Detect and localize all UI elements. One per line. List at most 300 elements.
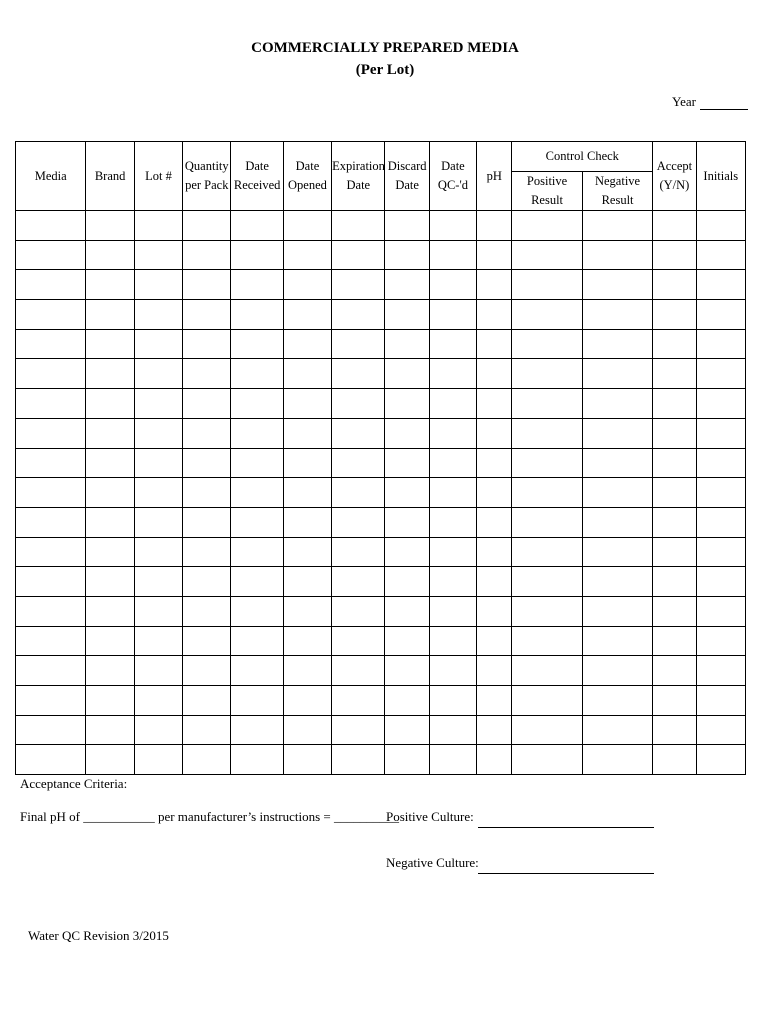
table-cell[interactable] <box>134 596 182 626</box>
table-cell[interactable] <box>16 745 86 775</box>
table-cell[interactable] <box>86 389 134 419</box>
table-cell[interactable] <box>134 478 182 508</box>
table-cell[interactable] <box>134 507 182 537</box>
table-cell[interactable] <box>283 537 331 567</box>
table-cell[interactable] <box>231 240 283 270</box>
table-cell[interactable] <box>16 686 86 716</box>
table-cell[interactable] <box>582 448 652 478</box>
table-cell[interactable] <box>385 537 429 567</box>
table-row <box>16 300 746 330</box>
table-cell[interactable] <box>332 359 385 389</box>
col-header-negative-result: Negative Result <box>582 172 652 211</box>
table-cell[interactable] <box>134 745 182 775</box>
page-subtitle: (Per Lot) <box>355 62 415 78</box>
table-cell[interactable] <box>582 656 652 686</box>
year-blank-line[interactable] <box>700 97 748 110</box>
table-cell[interactable] <box>134 537 182 567</box>
table-cell[interactable] <box>332 596 385 626</box>
col-header-date-opened: Date Opened <box>283 142 331 211</box>
table-cell[interactable] <box>231 596 283 626</box>
table-cell[interactable] <box>332 686 385 716</box>
table-cell[interactable] <box>283 389 331 419</box>
table-cell[interactable] <box>86 715 134 745</box>
table-cell[interactable] <box>429 686 476 716</box>
table-cell[interactable] <box>283 300 331 330</box>
table-cell[interactable] <box>653 596 696 626</box>
table-cell[interactable] <box>134 300 182 330</box>
table-cell[interactable] <box>283 211 331 241</box>
table-cell[interactable] <box>183 478 231 508</box>
table-cell[interactable] <box>385 567 429 597</box>
table-cell[interactable] <box>231 537 283 567</box>
table-cell[interactable] <box>653 567 696 597</box>
table-cell[interactable] <box>696 537 745 567</box>
table-cell[interactable] <box>385 448 429 478</box>
table-cell[interactable] <box>283 626 331 656</box>
table-cell[interactable] <box>696 686 745 716</box>
table-cell[interactable] <box>134 211 182 241</box>
table-cell[interactable] <box>134 359 182 389</box>
table-cell[interactable] <box>86 240 134 270</box>
table-cell[interactable] <box>283 270 331 300</box>
table-cell[interactable] <box>385 270 429 300</box>
table-cell[interactable] <box>332 329 385 359</box>
media-log-table <box>15 141 746 775</box>
table-cell[interactable] <box>582 478 652 508</box>
table-cell[interactable] <box>16 448 86 478</box>
table-cell[interactable] <box>696 359 745 389</box>
table-cell[interactable] <box>332 300 385 330</box>
table-cell[interactable] <box>429 656 476 686</box>
table-cell[interactable] <box>512 626 582 656</box>
col-header-quantity: Quantity per Pack <box>183 142 231 211</box>
table-cell[interactable] <box>582 537 652 567</box>
table-cell[interactable] <box>86 329 134 359</box>
positive-culture-blank[interactable] <box>478 826 654 828</box>
col-header-lot: Lot # <box>134 142 182 211</box>
col-header-discard: Discard Date <box>385 142 429 211</box>
table-row <box>16 448 746 478</box>
table-cell[interactable] <box>283 715 331 745</box>
table-cell[interactable] <box>696 448 745 478</box>
table-cell[interactable] <box>332 745 385 775</box>
table-cell[interactable] <box>332 389 385 419</box>
table-cell[interactable] <box>582 270 652 300</box>
table-cell[interactable] <box>429 270 476 300</box>
table-cell[interactable] <box>696 715 745 745</box>
table-cell[interactable] <box>582 300 652 330</box>
table-cell[interactable] <box>696 418 745 448</box>
table-cell[interactable] <box>696 329 745 359</box>
table-cell[interactable] <box>134 389 182 419</box>
table-cell[interactable] <box>653 686 696 716</box>
table-row <box>16 211 746 241</box>
table-cell[interactable] <box>134 448 182 478</box>
table-cell[interactable] <box>283 240 331 270</box>
table-cell[interactable] <box>183 329 231 359</box>
table-cell[interactable] <box>183 596 231 626</box>
table-cell[interactable] <box>653 211 696 241</box>
table-cell[interactable] <box>183 359 231 389</box>
table-cell[interactable] <box>86 359 134 389</box>
table-cell[interactable] <box>512 211 582 241</box>
table-cell[interactable] <box>385 656 429 686</box>
table-cell[interactable] <box>231 418 283 448</box>
table-cell[interactable] <box>429 448 476 478</box>
table-cell[interactable] <box>86 626 134 656</box>
table-cell[interactable] <box>477 300 512 330</box>
table-cell[interactable] <box>231 656 283 686</box>
table-cell[interactable] <box>582 389 652 419</box>
table-cell[interactable] <box>183 745 231 775</box>
table-cell[interactable] <box>477 329 512 359</box>
table-row <box>16 507 746 537</box>
table-cell[interactable] <box>696 507 745 537</box>
table-cell[interactable] <box>283 418 331 448</box>
table-cell[interactable] <box>512 596 582 626</box>
table-cell[interactable] <box>86 300 134 330</box>
table-cell[interactable] <box>582 686 652 716</box>
table-cell[interactable] <box>16 418 86 448</box>
table-cell[interactable] <box>231 567 283 597</box>
table-cell[interactable] <box>512 656 582 686</box>
table-cell[interactable] <box>332 656 385 686</box>
year-label: Year <box>672 94 696 109</box>
table-cell[interactable] <box>183 715 231 745</box>
table-cell[interactable] <box>332 448 385 478</box>
table-cell[interactable] <box>477 211 512 241</box>
table-row <box>16 537 746 567</box>
table-cell[interactable] <box>429 507 476 537</box>
table-cell[interactable] <box>332 507 385 537</box>
table-cell[interactable] <box>429 418 476 448</box>
table-cell[interactable] <box>477 686 512 716</box>
table-cell[interactable] <box>429 626 476 656</box>
table-cell[interactable] <box>477 359 512 389</box>
table-cell[interactable] <box>385 240 429 270</box>
table-cell[interactable] <box>429 300 476 330</box>
table-cell[interactable] <box>385 389 429 419</box>
table-cell[interactable] <box>134 715 182 745</box>
col-header-brand: Brand <box>86 142 134 211</box>
table-cell[interactable] <box>332 211 385 241</box>
table-cell[interactable] <box>86 537 134 567</box>
table-cell[interactable] <box>16 270 86 300</box>
table-cell[interactable] <box>582 507 652 537</box>
table-cell[interactable] <box>477 537 512 567</box>
revision-footer: Water QC Revision 3/2015 <box>28 928 169 943</box>
table-cell[interactable] <box>696 745 745 775</box>
table-cell[interactable] <box>231 626 283 656</box>
table-cell[interactable] <box>429 715 476 745</box>
table-cell[interactable] <box>512 715 582 745</box>
col-header-ph: pH <box>477 142 512 211</box>
table-cell[interactable] <box>183 656 231 686</box>
table-cell[interactable] <box>512 240 582 270</box>
table-cell[interactable] <box>696 567 745 597</box>
positive-culture-label: Positive Culture: <box>386 809 474 824</box>
table-cell[interactable] <box>385 478 429 508</box>
table-cell[interactable] <box>512 270 582 300</box>
table-cell[interactable] <box>429 596 476 626</box>
acceptance-criteria-heading: Acceptance Criteria: <box>20 776 128 791</box>
table-cell[interactable] <box>512 507 582 537</box>
table-cell[interactable] <box>183 240 231 270</box>
table-cell[interactable] <box>134 329 182 359</box>
table-cell[interactable] <box>582 715 652 745</box>
table-cell[interactable] <box>183 448 231 478</box>
table-cell[interactable] <box>582 418 652 448</box>
table-cell[interactable] <box>183 211 231 241</box>
table-cell[interactable] <box>283 596 331 626</box>
table-cell[interactable] <box>283 329 331 359</box>
table-cell[interactable] <box>283 686 331 716</box>
year-field[interactable] <box>672 94 748 110</box>
table-cell[interactable] <box>231 329 283 359</box>
table-cell[interactable] <box>582 211 652 241</box>
table-cell[interactable] <box>512 537 582 567</box>
table-cell[interactable] <box>582 329 652 359</box>
table-cell[interactable] <box>231 478 283 508</box>
table-cell[interactable] <box>332 418 385 448</box>
table-cell[interactable] <box>653 270 696 300</box>
table-cell[interactable] <box>183 567 231 597</box>
table-cell[interactable] <box>477 240 512 270</box>
table-cell[interactable] <box>385 507 429 537</box>
table-cell[interactable] <box>86 418 134 448</box>
table-cell[interactable] <box>582 596 652 626</box>
table-cell[interactable] <box>16 211 86 241</box>
table-cell[interactable] <box>283 507 331 537</box>
table-cell[interactable] <box>429 567 476 597</box>
table-cell[interactable] <box>183 300 231 330</box>
table-cell[interactable] <box>653 478 696 508</box>
table-cell[interactable] <box>134 270 182 300</box>
table-cell[interactable] <box>283 359 331 389</box>
table-cell[interactable] <box>86 686 134 716</box>
table-cell[interactable] <box>653 715 696 745</box>
table-cell[interactable] <box>477 507 512 537</box>
table-cell[interactable] <box>653 626 696 656</box>
table-cell[interactable] <box>653 448 696 478</box>
table-cell[interactable] <box>696 389 745 419</box>
table-cell[interactable] <box>134 240 182 270</box>
table-row <box>16 418 746 448</box>
table-cell[interactable] <box>134 656 182 686</box>
table-cell[interactable] <box>16 240 86 270</box>
table-cell[interactable] <box>653 329 696 359</box>
table-cell[interactable] <box>183 686 231 716</box>
table-cell[interactable] <box>332 537 385 567</box>
table-cell[interactable] <box>86 448 134 478</box>
table-cell[interactable] <box>16 359 86 389</box>
table-cell[interactable] <box>86 270 134 300</box>
table-cell[interactable] <box>231 270 283 300</box>
page-title: COMMERCIALLY PREPARED MEDIA <box>251 40 519 56</box>
table-cell[interactable] <box>385 211 429 241</box>
table-cell[interactable] <box>429 389 476 419</box>
table-cell[interactable] <box>582 240 652 270</box>
table-cell[interactable] <box>477 389 512 419</box>
table-cell[interactable] <box>283 567 331 597</box>
table-cell[interactable] <box>477 418 512 448</box>
table-cell[interactable] <box>332 270 385 300</box>
table-row <box>16 359 746 389</box>
table-cell[interactable] <box>86 478 134 508</box>
negative-culture-blank[interactable] <box>478 872 654 874</box>
col-header-media: Media <box>16 142 86 211</box>
table-cell[interactable] <box>283 745 331 775</box>
table-cell[interactable] <box>385 596 429 626</box>
table-cell[interactable] <box>512 389 582 419</box>
table-cell[interactable] <box>653 300 696 330</box>
table-cell[interactable] <box>512 448 582 478</box>
table-cell[interactable] <box>385 418 429 448</box>
table-cell[interactable] <box>231 359 283 389</box>
table-cell[interactable] <box>653 359 696 389</box>
table-cell[interactable] <box>429 240 476 270</box>
table-cell[interactable] <box>429 211 476 241</box>
col-header-positive-result: Positive Result <box>512 172 582 211</box>
col-header-expiration: Expiration Date <box>332 142 385 211</box>
table-cell[interactable] <box>183 418 231 448</box>
table-cell[interactable] <box>134 626 182 656</box>
table-cell[interactable] <box>86 567 134 597</box>
table-cell[interactable] <box>429 359 476 389</box>
table-cell[interactable] <box>231 715 283 745</box>
table-cell[interactable] <box>512 418 582 448</box>
table-cell[interactable] <box>332 626 385 656</box>
table-cell[interactable] <box>86 745 134 775</box>
table-cell[interactable] <box>696 478 745 508</box>
table-cell[interactable] <box>477 596 512 626</box>
table-cell[interactable] <box>332 240 385 270</box>
table-cell[interactable] <box>653 389 696 419</box>
table-cell[interactable] <box>385 300 429 330</box>
table-row <box>16 270 746 300</box>
table-cell[interactable] <box>283 656 331 686</box>
table-cell[interactable] <box>429 537 476 567</box>
table-cell[interactable] <box>477 270 512 300</box>
table-cell[interactable] <box>477 715 512 745</box>
col-header-date-received: Date Received <box>231 142 283 211</box>
table-cell[interactable] <box>429 329 476 359</box>
table-cell[interactable] <box>16 389 86 419</box>
table-cell[interactable] <box>385 686 429 716</box>
table-cell[interactable] <box>134 567 182 597</box>
table-cell[interactable] <box>653 507 696 537</box>
table-cell[interactable] <box>86 211 134 241</box>
table-cell[interactable] <box>231 300 283 330</box>
table-cell[interactable] <box>512 329 582 359</box>
table-cell[interactable] <box>696 270 745 300</box>
table-cell[interactable] <box>696 211 745 241</box>
table-cell[interactable] <box>283 478 331 508</box>
table-header <box>16 142 746 211</box>
table-cell[interactable] <box>477 567 512 597</box>
table-cell[interactable] <box>512 359 582 389</box>
table-cell[interactable] <box>16 567 86 597</box>
table-cell[interactable] <box>134 418 182 448</box>
negative-culture-label: Negative Culture: <box>386 855 479 870</box>
table-cell[interactable] <box>477 745 512 775</box>
table-cell[interactable] <box>582 567 652 597</box>
table-cell[interactable] <box>653 745 696 775</box>
table-cell[interactable] <box>385 626 429 656</box>
table-cell[interactable] <box>183 507 231 537</box>
table-cell[interactable] <box>477 448 512 478</box>
table-cell[interactable] <box>16 715 86 745</box>
table-cell[interactable] <box>385 359 429 389</box>
table-cell[interactable] <box>231 389 283 419</box>
table-cell[interactable] <box>231 448 283 478</box>
table-cell[interactable] <box>86 507 134 537</box>
table-cell[interactable] <box>582 359 652 389</box>
table-cell[interactable] <box>86 596 134 626</box>
table-cell[interactable] <box>183 270 231 300</box>
table-cell[interactable] <box>582 745 652 775</box>
table-cell[interactable] <box>429 745 476 775</box>
table-cell[interactable] <box>16 329 86 359</box>
table-cell[interactable] <box>86 656 134 686</box>
table-cell[interactable] <box>16 537 86 567</box>
table-cell[interactable] <box>332 567 385 597</box>
table-cell[interactable] <box>477 478 512 508</box>
table-cell[interactable] <box>653 418 696 448</box>
table-cell[interactable] <box>16 596 86 626</box>
table-cell[interactable] <box>385 715 429 745</box>
table-cell[interactable] <box>512 686 582 716</box>
final-ph-line[interactable]: Final pH of ___________ per manufacturer’s instructions = __________ <box>20 809 399 824</box>
table-cell[interactable] <box>134 686 182 716</box>
table-cell[interactable] <box>231 745 283 775</box>
table-cell[interactable] <box>283 448 331 478</box>
table-cell[interactable] <box>385 745 429 775</box>
table-cell[interactable] <box>653 240 696 270</box>
table-cell[interactable] <box>16 478 86 508</box>
table-cell[interactable] <box>696 240 745 270</box>
table-cell[interactable] <box>183 389 231 419</box>
table-cell[interactable] <box>16 656 86 686</box>
table-cell[interactable] <box>231 686 283 716</box>
table-cell[interactable] <box>183 537 231 567</box>
table-cell[interactable] <box>231 507 283 537</box>
table-cell[interactable] <box>16 626 86 656</box>
table-cell[interactable] <box>512 478 582 508</box>
table-cell[interactable] <box>696 626 745 656</box>
table-cell[interactable] <box>512 567 582 597</box>
table-cell[interactable] <box>16 507 86 537</box>
table-cell[interactable] <box>231 211 283 241</box>
table-cell[interactable] <box>696 656 745 686</box>
table-cell[interactable] <box>696 300 745 330</box>
table-row <box>16 715 746 745</box>
table-cell[interactable] <box>332 478 385 508</box>
table-cell[interactable] <box>16 300 86 330</box>
table-cell[interactable] <box>653 656 696 686</box>
table-cell[interactable] <box>332 715 385 745</box>
table-cell[interactable] <box>477 656 512 686</box>
table-cell[interactable] <box>512 300 582 330</box>
table-cell[interactable] <box>477 626 512 656</box>
table-cell[interactable] <box>183 626 231 656</box>
table-cell[interactable] <box>429 478 476 508</box>
table-cell[interactable] <box>582 626 652 656</box>
table-cell[interactable] <box>696 596 745 626</box>
table-cell[interactable] <box>512 745 582 775</box>
table-cell[interactable] <box>385 329 429 359</box>
table-cell[interactable] <box>653 537 696 567</box>
